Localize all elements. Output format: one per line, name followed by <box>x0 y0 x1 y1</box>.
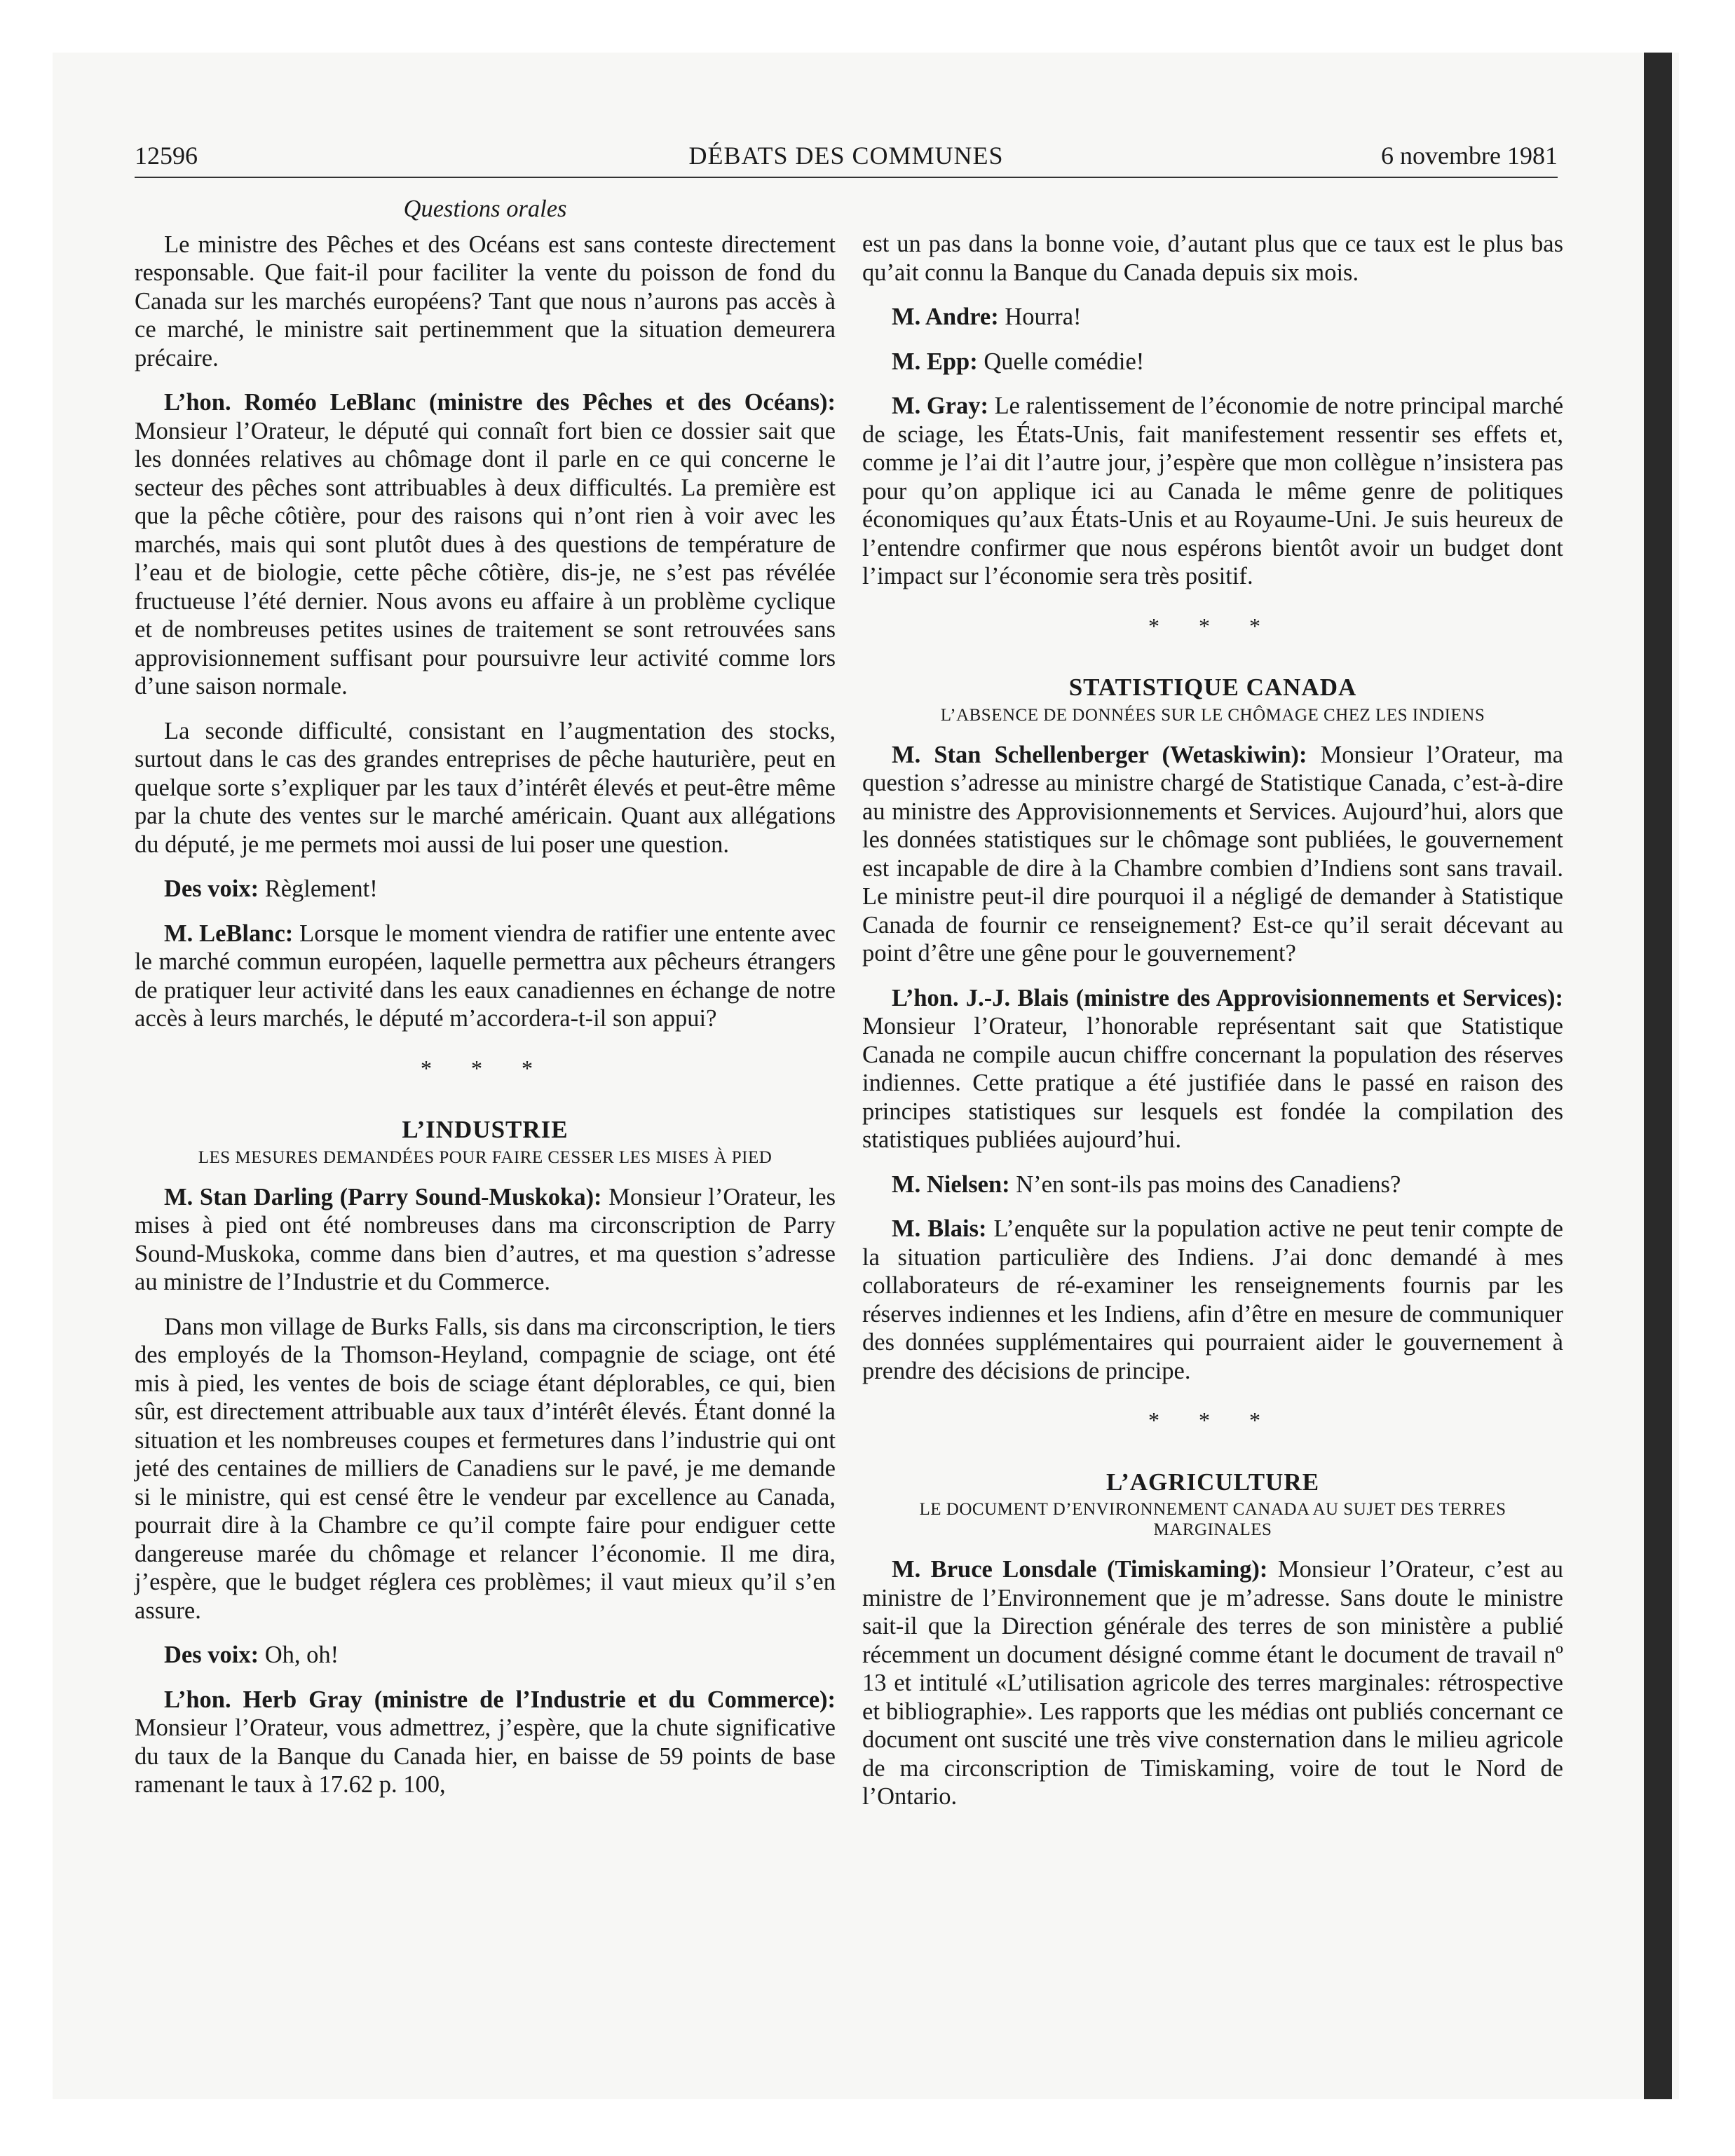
speaker-name: M. Andre: <box>892 303 999 330</box>
speech-text: Hourra! <box>998 303 1082 330</box>
speech <box>862 1171 1563 1199</box>
speech-text: L’enquête sur la population active ne peut tenir compte de la situation particulière des Indiens. J’ai donc demandé à mes collaborateurs de ré-examiner les renseignements fournis par les réserves indiennes et les Indiens, afin d’être en mesure de communiquer des données supplémentaires qui pourraient aider le gouvernement à prendre des décisions de principe. <box>862 1215 1563 1384</box>
speech-text: Oh, oh! <box>259 1642 339 1668</box>
speech-text: Règlement! <box>259 875 378 902</box>
speech <box>862 1555 1563 1811</box>
paragraph: est un pas dans la bonne voie, d’autant plus que ce taux est le plus bas qu’ait connu la Banque du Canada depuis six mois. <box>862 231 1563 286</box>
section-label: Questions orales <box>403 196 567 222</box>
speaker-name: Des voix: <box>164 1642 259 1668</box>
speech-text: Le ralentissement de l’économie de notre principal marché de sciage, les États-Unis, fait manifestement ressentir ses effets et, comme je l’ai dit l’autre jour, j’espère que mon collègue n’insistera pas pour qu’on applique ici au Canada le même genre de politiques économiques qu’aux États-Unis et au Royaume-Uni. Je suis heureux de l’entendre confirmer que nous espérons bientôt avoir un budget dont l’impact sur l’économie sera très positif. <box>862 393 1564 589</box>
speech-text: Monsieur l’Orateur, vous admettrez, j’espère, que la chute significative du taux de la Banque du Canada hier, en baisse de 59 points de base ramenant le taux à 17.62 p. 100, <box>135 1714 836 1798</box>
speech-text: Monsieur l’Orateur, c’est au ministre de l’Environnement que je m’adresse. Sans doute le ministre sait-il que la Direction générale des terres de son ministère a publié récemment un document désigné comme étant le document de travail nº 13 et intitulé «L’utilisation agricole des terres marginales: rétrospective et bibliographie». Les rapports que les médias ont publiés concernant ce document ont suscité une très vive consternation dans le milieu agricole de ma circonscription de Timiskaming, voire de tout le Nord de l’Ontario. <box>862 1556 1563 1810</box>
speech <box>135 875 836 903</box>
speech <box>135 1641 836 1670</box>
page-number: 12596 <box>135 142 198 170</box>
speaker-name: M. Stan Schellenberger (Wetaskiwin): <box>892 741 1307 768</box>
right-column <box>862 189 1563 1827</box>
speaker-name: M. Epp: <box>892 348 978 375</box>
paragraph: La seconde difficulté, consistant en l’augmentation des stocks, surtout dans le cas des grandes entreprises de pêche hauturière, peut en quelque sorte s’expliquer par les taux d’intérêt élevés et peut-être même par la chute des ventes sur le marché américain. Quant aux allégations du député, je me permets moi aussi de lui poser une question. <box>135 717 836 858</box>
speech <box>862 741 1563 968</box>
speech-text: Quelle comédie! <box>977 348 1145 375</box>
section-separator: * * * <box>1148 1407 1277 1433</box>
speech-text: N’en sont-ils pas moins des Canadiens? <box>1009 1171 1401 1198</box>
speech-text: Monsieur l’Orateur, le député qui connaît fort bien ce dossier sait que les données relatives au chômage dont il parle en ce qui concerne le secteur des pêches sont attribuables à deux difficultés. La première est que la pêche côtière, pour des raisons qui n’ont rien à voir avec les marchés, mais qui sont plutôt dues à des questions de température de l’eau et de biologie, cette pêche côtière, dis-je, ne s’est pas révélée fructueuse l’été dernier. Nous avons eu affaire à un problème cyclique et de nombreuses petites usines de traitement se sont retrouvées sans approvisionnement suffisant pour poursuivre leur activité comme lors d’une saison normale. <box>135 417 836 700</box>
speech-text: Lorsque le moment viendra de ratifier une entente avec le marché commun européen, laquelle permettra aux pêcheurs étrangers de pratiquer leur activité dans les eaux canadiennes en échange de notre accès à leurs marchés, le député m’accordera-t-il son appui? <box>135 920 836 1032</box>
speech <box>135 388 836 701</box>
section-subtitle: LES MESURES DEMANDÉES POUR FAIRE CESSER LES MISES À PIED <box>198 1147 773 1167</box>
speech <box>862 392 1563 591</box>
speaker-name: M. Stan Darling (Parry Sound-Muskoka): <box>164 1183 602 1210</box>
speech <box>862 348 1563 376</box>
speech <box>862 303 1563 332</box>
speaker-name: M. Blais: <box>892 1215 987 1242</box>
section-title: STATISTIQUE CANADA <box>1068 674 1357 701</box>
speaker-name: M. LeBlanc: <box>164 920 294 947</box>
left-column <box>135 189 836 1815</box>
speech <box>135 1686 836 1799</box>
speech-text: Monsieur l’Orateur, ma question s’adresse au ministre chargé de Statistique Canada, c’est-à-dire au ministre des Approvisionnements et Services. Aujourd’hui, alors que les données statistiques sur le chômage sont publiées, le gouvernement est incapable de dire à la Chambre combien d’Indiens sont sans travail. Le ministre peut-il dire pourquoi il a négligé de demander à Statistique Canada de fournir ce renseignement? Est-ce qu’il serait décevant au point d’être une gêne pour le gouvernement? <box>862 741 1563 967</box>
speaker-name: M. Gray: <box>892 393 988 419</box>
speech <box>862 984 1563 1154</box>
section-subtitle: L’ABSENCE DE DONNÉES SUR LE CHÔMAGE CHEZ LES INDIENS <box>940 705 1485 725</box>
speaker-name: L’hon. Roméo LeBlanc (ministre des Pêches et des Océans): <box>164 389 836 416</box>
issue-date: 6 novembre 1981 <box>1381 142 1558 170</box>
section-title: L’INDUSTRIE <box>402 1116 569 1143</box>
speaker-name: M. Nielsen: <box>892 1171 1010 1198</box>
speech <box>135 920 836 1033</box>
section-subtitle: LE DOCUMENT D’ENVIRONNEMENT CANADA AU SUJET DES TERRES MARGINALES <box>919 1500 1506 1539</box>
section-separator: * * * <box>1148 613 1277 639</box>
page-header <box>135 137 1558 178</box>
paragraph: Le ministre des Pêches et des Océans est sans conteste directement responsable. Que fait-il pour faciliter la vente du poisson de fond du Canada sur les marchés européens? Tant que nous n’aurons pas accès à ce marché, le ministre sait pertinemment que la situation demeurera précaire. <box>135 231 836 371</box>
publication-title: DÉBATS DES COMMUNES <box>688 142 1004 170</box>
speaker-name: M. Bruce Lonsdale (Timiskaming): <box>892 1556 1268 1583</box>
section-title: L’AGRICULTURE <box>1105 1468 1320 1496</box>
speech <box>862 1215 1563 1385</box>
speech-text: Monsieur l’Orateur, les mises à pied ont été nombreuses dans ma circonscription de Parry Sound-Muskoka, comme dans bien d’autres, et ma question s’adresse au ministre de l’Industrie et du Commerce. <box>135 1183 836 1295</box>
scan-edge <box>1644 53 1672 2099</box>
speaker-name: L’hon. J.-J. Blais (ministre des Approvisionnements et Services): <box>892 984 1563 1011</box>
paragraph: Dans mon village de Burks Falls, sis dans ma circonscription, le tiers des employés de la Thomson-Heyland, compagnie de sciage, ont été mis à pied, les ventes de bois de sciage étant déplorables, ce qui, bien sûr, est directement attribuable aux taux d’intérêt élevés. Étant donné la situation et les nombreuses coupes et fermetures dans l’industrie qui ont jeté des centaines de milliers de Canadiens sur le pavé, je me demande si le ministre, qui est censé être le vendeur par excellence au Canada, pourrait dire à la Chambre ce qu’il compte faire pour endiguer cette dangereuse marée du chômage et relancer l’économie. Il me dira, j’espère, que le budget réglera ces problèmes; il vaut mieux qu’il s’en assure. <box>135 1313 836 1624</box>
speaker-name: L’hon. Herb Gray (ministre de l’Industrie et du Commerce): <box>164 1686 836 1713</box>
speaker-name: Des voix: <box>164 875 259 902</box>
speech <box>135 1183 836 1297</box>
section-separator: * * * <box>421 1055 550 1081</box>
speech-text: Monsieur l’Orateur, l’honorable représentant sait que Statistique Canada ne compile aucun chiffre concernant la population des réserves indiennes. Cette pratique a été justifiée dans le passé en raison des principes statistiques sur lesquels est fondée la compilation des statistiques publiées aujourd’hui. <box>862 1013 1563 1153</box>
